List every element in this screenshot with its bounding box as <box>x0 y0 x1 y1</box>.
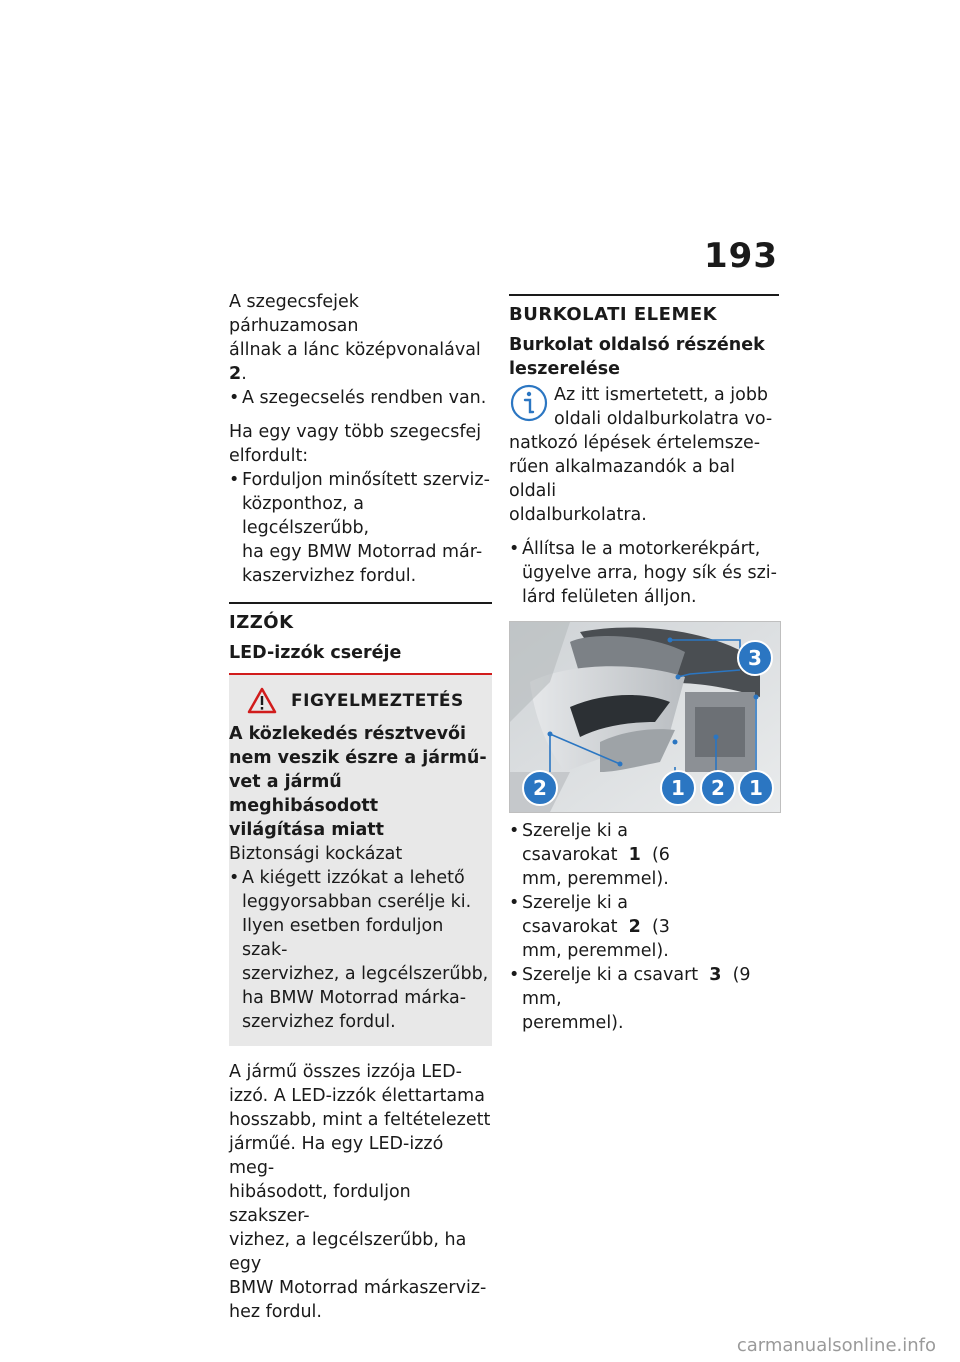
warning-headline-line: világítása miatt <box>229 820 385 840</box>
footer-watermark: carmanualsonline.info <box>736 1335 936 1356</box>
text-line: szervizhez, a legcélszerűbb, <box>242 964 489 984</box>
list-item <box>229 468 492 588</box>
warning-body <box>229 722 492 1034</box>
warning-headline-line: vet a jármű meghibásodott <box>229 772 379 816</box>
text-line: leszerelése <box>509 359 620 379</box>
text-span: (3 <box>651 917 670 937</box>
ref-number: 1 <box>628 845 641 865</box>
text-line: A jármű összes izzója LED- <box>229 1062 462 1082</box>
text-line: ha BMW Motorrad márka- <box>242 988 467 1008</box>
text-line: központhoz, a legcélszerűbb, <box>242 494 370 538</box>
callout-3: 3 <box>737 640 773 676</box>
warning-bullet-list <box>229 866 492 1034</box>
text-line: vizhez, a legcélszerűbb, ha egy <box>229 1230 467 1274</box>
led-paragraph <box>229 1060 492 1324</box>
text-line: mm, peremmel). <box>522 869 669 889</box>
text-line: • Állítsa le a motorkerékpárt, <box>522 539 761 559</box>
text-line: rűen alkalmazandók a bal oldali <box>509 457 735 501</box>
chain-rivet-paragraph <box>229 290 492 410</box>
warning-triangle-icon <box>247 687 277 714</box>
page-number: 193 <box>704 236 778 276</box>
text-line <box>522 963 779 1011</box>
step-list <box>509 819 779 1035</box>
text-line: A szegecsfejek párhuzamosan <box>229 292 359 336</box>
text-line: kaszervizhez fordul. <box>242 566 417 586</box>
warning-header <box>229 687 492 714</box>
list-item <box>509 963 779 1035</box>
text-span: . <box>241 364 247 384</box>
list-item <box>509 819 779 891</box>
text-line <box>522 819 779 867</box>
ref-number: 3 <box>709 965 722 985</box>
ref-number: 2 <box>229 364 242 384</box>
text-line: • Forduljon minősített szerviz- <box>242 470 490 490</box>
text-line: leggyorsabban cserélje ki. <box>242 892 472 912</box>
text-span: (6 <box>651 845 670 865</box>
text-span: Szerelje ki a csavart <box>522 965 699 985</box>
list-item <box>229 866 492 1034</box>
left-column <box>229 290 492 1334</box>
section-title: BURKOLATI ELEMEK <box>509 304 718 325</box>
ref-number: 2 <box>628 917 641 937</box>
warning-headline-line: A közlekedés résztvevői <box>229 724 466 744</box>
text-line: szervizhez fordul. <box>242 1012 396 1032</box>
text-line: hibásodott, forduljon szakszer- <box>229 1182 411 1226</box>
subsection-title: LED-izzók cseréje <box>229 643 402 663</box>
text-span: Szerelje ki a csavarokat <box>522 821 628 865</box>
text-line: natkozó lépések értelemsze- <box>509 433 761 453</box>
text-line: hosszabb, mint a feltételezett <box>229 1110 491 1130</box>
text-line: peremmel). <box>522 1013 624 1033</box>
section-divider <box>229 602 492 604</box>
text-line: mm, peremmel). <box>522 941 669 961</box>
bullet-list <box>509 537 779 609</box>
subsection-title <box>509 333 779 381</box>
callout-1: 1 <box>660 770 696 806</box>
text-line: Ha egy vagy több szegecsfej <box>229 422 482 442</box>
text-line: Ilyen esetben forduljon szak- <box>242 916 444 960</box>
text-span: Szerelje ki a csavarokat <box>522 893 628 937</box>
text-line <box>522 891 779 939</box>
text-line: járműé. Ha egy LED-izzó meg- <box>229 1134 444 1178</box>
text-line: oldali oldalburkolatra vo- <box>554 409 773 429</box>
right-column <box>509 290 779 1045</box>
list-item <box>509 537 779 609</box>
text-line: ha egy BMW Motorrad már- <box>242 542 483 562</box>
text-line: elfordult: <box>229 446 309 466</box>
rivet-twisted-paragraph <box>229 420 492 588</box>
text-line: hez fordul. <box>229 1302 322 1322</box>
text-line: BMW Motorrad márkaszerviz- <box>229 1278 487 1298</box>
text-line <box>229 338 492 386</box>
section-title: IZZÓK <box>229 612 294 633</box>
list-item <box>229 386 492 410</box>
warning-headline-line: nem veszik észre a jármű- <box>229 748 487 768</box>
info-icon <box>509 383 549 423</box>
warning-title: FIGYELMEZTETÉS <box>291 690 464 711</box>
text-span: (9 mm, <box>522 965 751 1009</box>
text-line: • A kiégett izzókat a lehető <box>242 868 465 888</box>
bullet-list <box>229 468 492 588</box>
warning-risk: Biztonsági kockázat <box>229 844 403 864</box>
section-divider <box>509 294 779 296</box>
side-fairing-figure <box>509 621 781 813</box>
text-span: állnak a lánc középvonalával <box>229 340 481 360</box>
callout-2: 2 <box>700 770 736 806</box>
text-line: Az itt ismertetett, a jobb <box>554 385 769 405</box>
bullet-list <box>229 386 492 410</box>
callout-2: 2 <box>522 770 558 806</box>
callout-1: 1 <box>738 770 774 806</box>
text-line: Burkolat oldalsó részének <box>509 335 765 355</box>
text-line: • A szegecselés rendben van. <box>242 388 487 408</box>
text-line: oldalburkolatra. <box>509 505 647 525</box>
text-line: izzó. A LED-izzók élettartama <box>229 1086 485 1106</box>
list-item <box>509 891 779 963</box>
warning-box <box>229 673 492 1046</box>
text-line: ügyelve arra, hogy sík és szi- <box>522 563 777 583</box>
text-line: lárd felületen álljon. <box>522 587 697 607</box>
info-note <box>509 383 779 527</box>
